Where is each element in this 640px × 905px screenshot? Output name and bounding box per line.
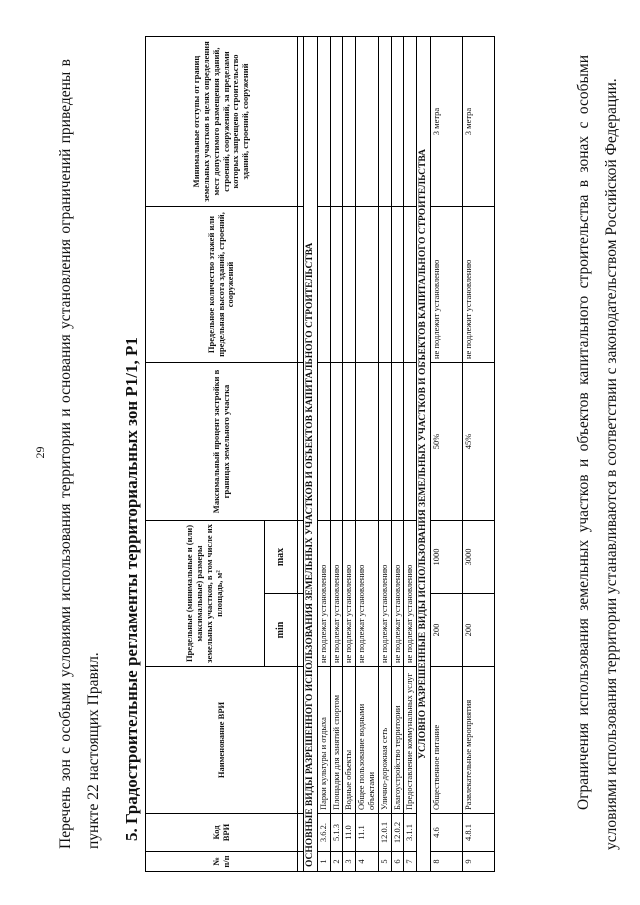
table-row: [430, 37, 462, 872]
table-row: [462, 37, 494, 872]
regulations-table: [145, 36, 495, 872]
row-setback: 3 метра: [430, 37, 462, 207]
row-floors: [317, 207, 330, 363]
row-name: Улично-дорожная сеть: [378, 667, 391, 814]
row-code: 4.6: [430, 814, 462, 852]
row-build-pct: 50%: [430, 363, 462, 521]
row-build-pct: [378, 363, 391, 521]
row-min: 200: [462, 594, 494, 667]
row-floors: [378, 207, 391, 363]
row-num: 8: [430, 852, 462, 872]
page-number: 29: [33, 446, 47, 459]
table-header-row: [146, 37, 265, 872]
row-setback: [317, 37, 330, 207]
row-build-pct: [317, 363, 330, 521]
header-min: min: [265, 594, 298, 667]
row-size-note: не подлежат установлению: [404, 521, 417, 667]
row-min: 200: [430, 594, 462, 667]
section-heading: 5. Градостроительные регламенты территориальных зон Р1/1, Р1: [122, 337, 141, 841]
row-setback: [356, 37, 379, 207]
row-setback: [378, 37, 391, 207]
row-num: 3: [343, 852, 356, 872]
row-num: 1: [317, 852, 330, 872]
row-name: Общее пользование водными объектами: [356, 667, 379, 814]
row-build-pct: 45%: [462, 363, 494, 521]
row-num: 5: [378, 852, 391, 872]
row-name: Благоустройство территории: [391, 667, 404, 814]
row-name: Предоставление коммунальных услуг: [404, 667, 417, 814]
row-code: 11.1: [356, 814, 379, 852]
header-floors: Предельное количество этажей или предельная высота зданий, строений, сооружений: [146, 207, 298, 363]
row-name: Общественное питание: [430, 667, 462, 814]
row-floors: [330, 207, 343, 363]
table-row: [343, 37, 356, 872]
row-name: Водные объекты: [343, 667, 356, 814]
section-main-label: ОСНОВНЫЕ ВИДЫ РАЗРЕШЕННОГО ИСПОЛЬЗОВАНИЯ ЗЕМЕЛЬНЫХ УЧАСТКОВ И ОБЪЕКТОВ КАПИТАЛЬНОГО СТРОИТЕЛЬСТВА: [304, 37, 318, 872]
row-code: 12.0.1: [378, 814, 391, 852]
conditional-rows: [430, 37, 494, 872]
table-row: [391, 37, 404, 872]
row-size-note: не подлежат установлению: [317, 521, 330, 667]
row-size-note: не подлежат установлению: [343, 521, 356, 667]
row-max: 1000: [430, 521, 462, 594]
section-conditional-label: УСЛОВНО РАЗРЕШЕННЫЕ ВИДЫ ИСПОЛЬЗОВАНИЯ ЗЕМЕЛЬНЫХ УЧАСТКОВ И ОБЪЕКТОВ КАПИТАЛЬНОГО СТРОИТЕЛЬСТВА: [417, 37, 431, 872]
table-row: [317, 37, 330, 872]
row-code: 11.0: [343, 814, 356, 852]
row-build-pct: [356, 363, 379, 521]
row-name: Развлекательные мероприятия: [462, 667, 494, 814]
row-max: 3000: [462, 521, 494, 594]
row-setback: 3 метра: [462, 37, 494, 207]
row-num: 7: [404, 852, 417, 872]
row-setback: [330, 37, 343, 207]
header-code: Код ВРИ: [146, 814, 298, 852]
row-setback: [391, 37, 404, 207]
row-floors: [404, 207, 417, 363]
row-build-pct: [343, 363, 356, 521]
row-code: 3.6.2.: [317, 814, 330, 852]
row-code: 5.1.3: [330, 814, 343, 852]
table-row: [404, 37, 417, 872]
header-setback: Минимальные отступы от границ земельных участков в целях определения мест допустимого размещения зданий, строений, сооружений, за пределами которых запрещено строительство зданий, строений, сооружений: [146, 37, 298, 207]
table-row: [356, 37, 379, 872]
row-size-note: не подлежат установлению: [391, 521, 404, 667]
row-num: 2: [330, 852, 343, 872]
section-row-conditional: [417, 37, 431, 872]
row-floors: не подлежит установлению: [462, 207, 494, 363]
row-num: 9: [462, 852, 494, 872]
row-size-note: не подлежат установлению: [330, 521, 343, 667]
table-row: [330, 37, 343, 872]
row-code: 3.1.1: [404, 814, 417, 852]
header-build-pct: Максимальный процент застройки в границах земельного участка: [146, 363, 298, 521]
section-row-main: [304, 37, 318, 872]
header-size: Предельные (минимальные и (или) максимальные) размеры земельных участков, в том числе их площадь, м²: [146, 521, 265, 667]
row-build-pct: [404, 363, 417, 521]
row-code: 12.0.2: [391, 814, 404, 852]
row-setback: [343, 37, 356, 207]
row-setback: [404, 37, 417, 207]
row-code: 4.8.1: [462, 814, 494, 852]
row-size-note: не подлежат установлению: [356, 521, 379, 667]
row-num: 4: [356, 852, 379, 872]
row-size-note: не подлежат установлению: [378, 521, 391, 667]
row-floors: [391, 207, 404, 363]
header-max: max: [265, 521, 298, 594]
header-name: Наименование ВРИ: [146, 667, 298, 814]
row-floors: [356, 207, 379, 363]
row-name: Парки культуры и отдыха: [317, 667, 330, 814]
row-name: Площадки для занятий спортом: [330, 667, 343, 814]
main-rows: [317, 37, 416, 872]
intro-paragraph: Перечень зон с особыми условиями использования территории и основания установления ограничений приведены в пункте 22 настоящих Правил.: [57, 59, 102, 849]
footer-paragraph: Ограничения использования земельных участков и объектов капитального строительства в зонах с особыми условиями использования территории устанавливаются в соответствии с законодательством Российской Федерации.: [575, 55, 620, 850]
header-num: № п/п: [146, 852, 298, 872]
row-build-pct: [330, 363, 343, 521]
row-floors: [343, 207, 356, 363]
row-build-pct: [391, 363, 404, 521]
table-row: [378, 37, 391, 872]
row-num: 6: [391, 852, 404, 872]
row-floors: не подлежит установлению: [430, 207, 462, 363]
